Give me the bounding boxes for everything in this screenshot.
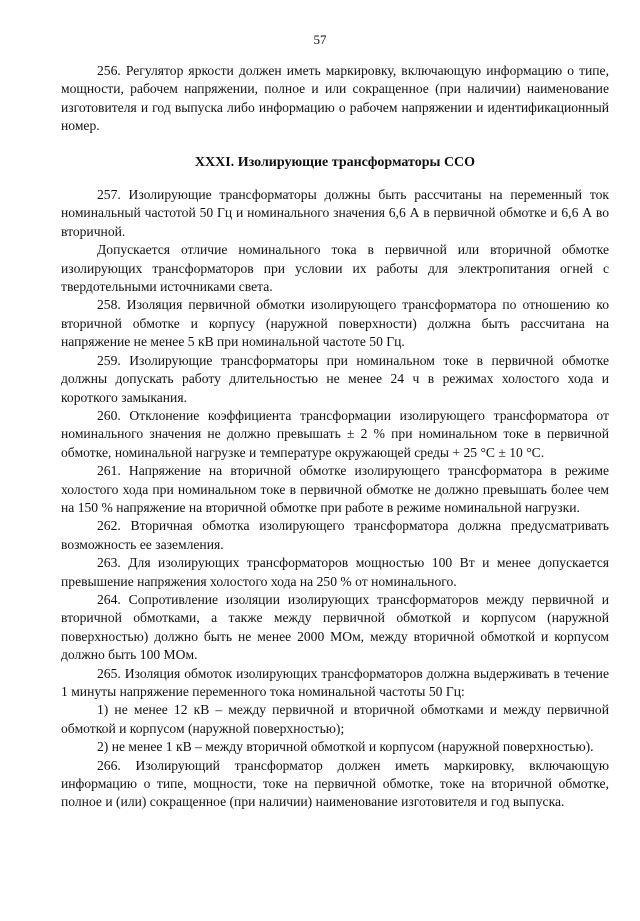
paragraph-259: 259. Изолирующие трансформаторы при номинальном токе в первичной обмотке должны допускать работу длительностью не менее 24 ч в режимах холостого хода и короткого замыкания. — [61, 352, 609, 405]
paragraph-266: 266. Изолирующий трансформатор должен иметь маркировку, включающую информацию о типе, мощности, токе на первичной обмотке, токе на вторичной обмотке, полное и (или) сокращенное (при наличии) наименование изготовителя и год выпуска. — [61, 757, 609, 810]
paragraph-257: 257. Изолирующие трансформаторы должны быть рассчитаны на переменный ток номинальный частотой 50 Гц и номинального значения 6,6 А в первичной обмотке и 6,6 А во вторичной. — [61, 187, 609, 239]
paragraph-265: 265. Изоляция обмоток изолирующих трансформаторов должна выдерживать в течение 1 минуты напряжение переменного тока номинальной частоты 50 Гц: — [61, 665, 609, 699]
paragraph-258: 258. Изоляция первичной обмотки изолирующего трансформатора по отношению ко вторичной обмотке и корпусу (наружной поверхности) должна быть рассчитана на напряжение не менее 5 кВ при номинальной частоте 50 Гц. — [61, 297, 609, 350]
document-body — [61, 62, 609, 812]
list-item-2: 2) не менее 1 кВ – между вторичной обмоткой и корпусом (наружной поверхностью). — [97, 739, 594, 755]
paragraph-262: 262. Вторичная обмотка изолирующего трансформатора должна предусматривать возможность ее заземления. — [61, 518, 609, 552]
paragraph-264: 264. Сопротивление изоляции изолирующих трансформаторов между первичной и вторичной обмотками, а также между первичной обмоткой и корпусом (наружной поверхностью) должно быть не менее 2000 МОм, между вторичной обмоткой и корпусом должно быть 100 МОм. — [61, 591, 609, 663]
page-number: 57 — [313, 32, 327, 47]
paragraph-256: 256. Регулятор яркости должен иметь маркировку, включающую информацию о типе, мощности, рабочем напряжении, полное и или сокращенное (при наличии) наименование изготовителя и год выпуска либо информацию о рабочем напряжении и идентификационный номер. — [61, 63, 609, 134]
paragraph-257-note: Допускается отличие номинального тока в первичной или вторичной обмотке изолирующих трансформаторов при условии их работы для электропитания огней с твердотельными источниками света. — [61, 242, 609, 295]
section-heading: XXXI. Изолирующие трансформаторы ССО — [194, 154, 476, 170]
paragraph-263: 263. Для изолирующих трансформаторов мощностью 100 Вт и менее допускается превышение напряжения холостого хода на 250 % от номинального. — [61, 555, 609, 589]
paragraph-261: 261. Напряжение на вторичной обмотке изолирующего трансформатора в режиме холостого хода при номинальном токе в первичной обмотке не должно превышать более чем на 150 % напряжение на вторичной обмотке при работе в режиме номинальной нагрузки. — [61, 463, 609, 515]
list-item-1: 1) не менее 12 кВ – между первичной и вторичной обмотками и между первичной обмоткой и корпусом (наружной поверхностью); — [61, 702, 609, 736]
paragraph-260: 260. Отклонение коэффициента трансформации изолирующего трансформатора от номинального значения не должно превышать ± 2 % при номинальном токе в первичной обмотке, номинальной нагрузке и температуре окружающей среды + 25 °С ± 10 °С. — [61, 407, 609, 460]
